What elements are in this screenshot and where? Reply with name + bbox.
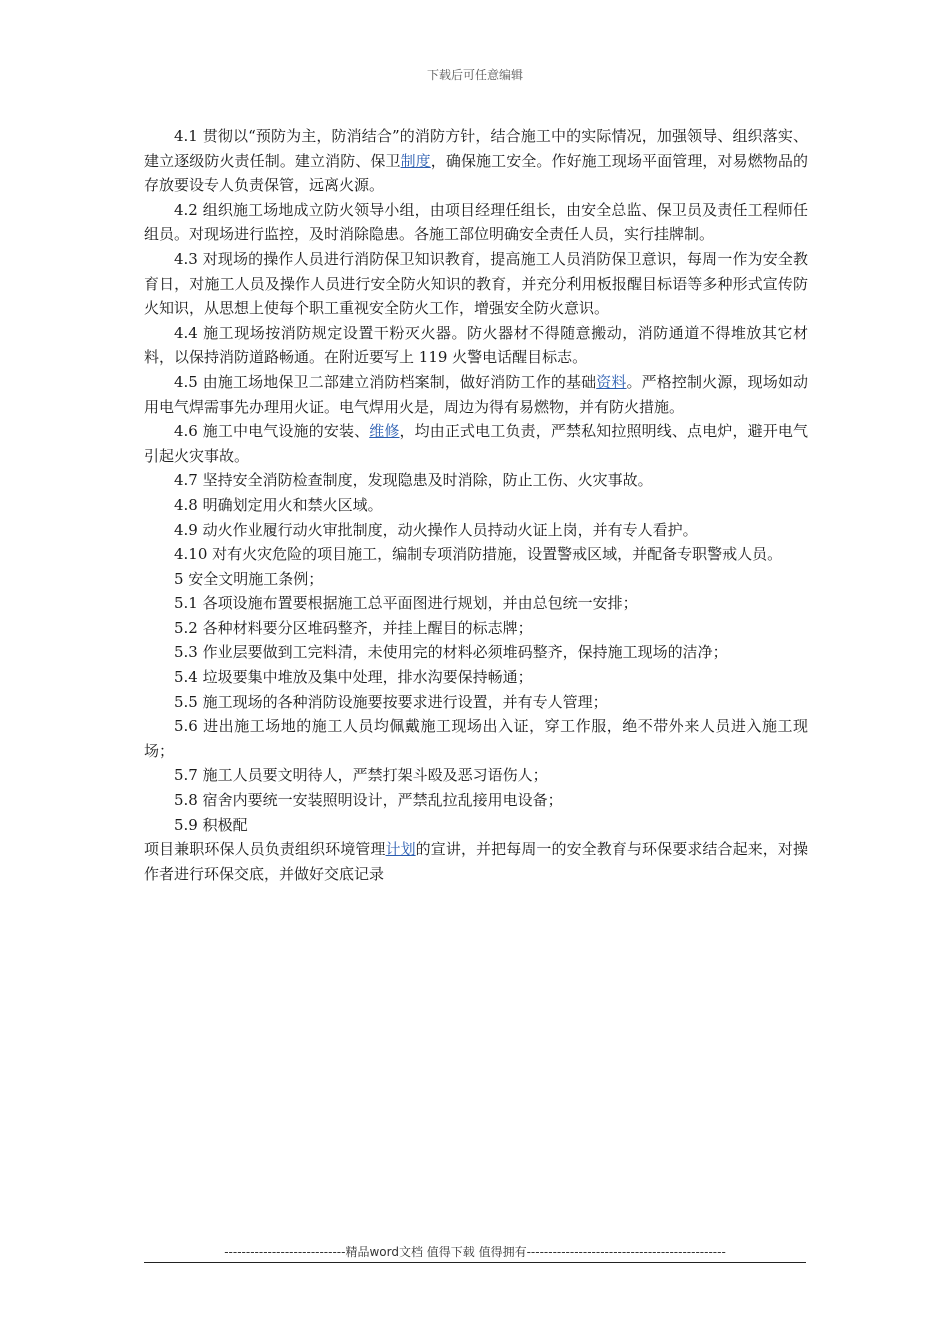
paragraph-4-7: 4.7 坚持安全消防检查制度，发现隐患及时消除，防止工伤、火灾事故。 xyxy=(174,471,653,490)
footer-rule xyxy=(144,1262,806,1263)
paragraph-text: 项目兼职环保人员负责组织环境管理 xyxy=(144,840,386,859)
paragraph-4-9: 4.9 动火作业履行动火审批制度，动火操作人员持动火证上岗，并有专人看护。 xyxy=(174,520,698,539)
paragraph-5-1: 5.1 各项设施布置要根据施工总平面图进行规划，并由总包统一安排； xyxy=(174,594,638,613)
page-footer: ----------------------------精品word文档 值得下载 值得拥有---------------------------------------------- xyxy=(224,1245,726,1259)
paragraph-text: 4.6 施工中电气设施的安装、 xyxy=(174,422,370,441)
link-weixiu[interactable]: 维修 xyxy=(369,422,400,441)
paragraph-text: 4.1 贯彻以“预防为主，防消结合”的消防方针，结合施工中的实际情况，加强领导、组织落实、建立逐级防火责任制。建立消防、保卫 xyxy=(144,127,808,170)
link-zhidu[interactable]: 制度 xyxy=(400,151,431,170)
link-jihua[interactable]: 计划 xyxy=(385,840,416,859)
page-header: 下载后可任意编辑 xyxy=(426,68,523,82)
paragraph-5-9: 5.9 积极配 xyxy=(174,815,248,834)
paragraph-4-3: 4.3 对现场的操作人员进行消防保卫知识教育，提高施工人员消防保卫意识，每周一作为安全教育日，对施工人员及操作人员进行安全防火知识的教育，并充分利用板报醒目标语等多种形式宣传防火知识，从思想上使每个职工重视安全防火工作，增强安全防火意识。 xyxy=(144,249,808,318)
paragraph-4-8: 4.8 明确划定用火和禁火区域。 xyxy=(174,495,383,514)
paragraph-5-8: 5.8 宿舍内要统一安装照明设计，严禁乱拉乱接用电设备； xyxy=(174,791,563,810)
paragraph-4-5 xyxy=(144,370,808,419)
document-body xyxy=(144,124,808,886)
paragraph-5-6: 5.6 进出施工场地的施工人员均佩戴施工现场出入证，穿工作服，绝不带外来人员进入施工现场； xyxy=(144,717,808,760)
paragraph-text: ，确保施工安全。作好施工现场平面管理，对易燃物品的存放要设专人负责保管，远离火源。 xyxy=(144,151,808,195)
paragraph-5-3: 5.3 作业层要做到工完料清，未使用完的材料必须堆码整齐，保持施工现场的洁净； xyxy=(174,643,728,662)
paragraph-4-2: 4.2 组织施工场地成立防火领导小组，由项目经理任组长，由安全总监、保卫员及责任工程师任组员。对现场进行监控，及时消除隐患。各施工部位明确安全责任人员，实行挂牌制。 xyxy=(144,200,808,244)
paragraph-5-5: 5.5 施工现场的各种消防设施要按要求进行设置，并有专人管理； xyxy=(174,692,608,711)
link-ziliao[interactable]: 资料 xyxy=(596,372,627,391)
paragraph-text: 。严格控制火源，现场如动用电气焊需事先办理用火证。电气焊用火是，周边为得有易燃物，并有防火措施。 xyxy=(144,372,808,416)
paragraph-text: 的宣讲，并把每周一的安全教育与环保要求结合起来，对操作者进行环保交底，并做好交底记录 xyxy=(144,840,808,883)
paragraph-5-2: 5.2 各种材料要分区堆码整齐，并挂上醒目的标志牌； xyxy=(174,618,533,637)
paragraph-text: ，均由正式电工负责，严禁私知拉照明线、点电炉，避开电气引起火灾事故。 xyxy=(144,422,808,465)
paragraph-text: 4.5 由施工场地保卫二部建立消防档案制，做好消防工作的基础 xyxy=(174,372,597,391)
paragraph-env xyxy=(144,837,808,886)
paragraph-4-1 xyxy=(144,124,808,198)
paragraph-4-4: 4.4 施工现场按消防规定设置干粉灭火器。防火器材不得随意搬动，消防通道不得堆放其它材料，以保持消防道路畅通。在附近要写上 119 火警电话醒目标志。 xyxy=(144,323,808,367)
paragraph-5: 5 安全文明施工条例； xyxy=(174,569,324,588)
paragraph-5-4: 5.4 垃圾要集中堆放及集中处理，排水沟要保持畅通； xyxy=(174,668,533,687)
paragraph-4-10: 4.10 对有火灾危险的项目施工，编制专项消防措施，设置警戒区域，并配备专职警戒人员。 xyxy=(174,545,783,564)
paragraph-5-7: 5.7 施工人员要文明待人，严禁打架斗殴及恶习语伤人； xyxy=(174,766,548,785)
paragraph-4-6 xyxy=(144,419,808,468)
